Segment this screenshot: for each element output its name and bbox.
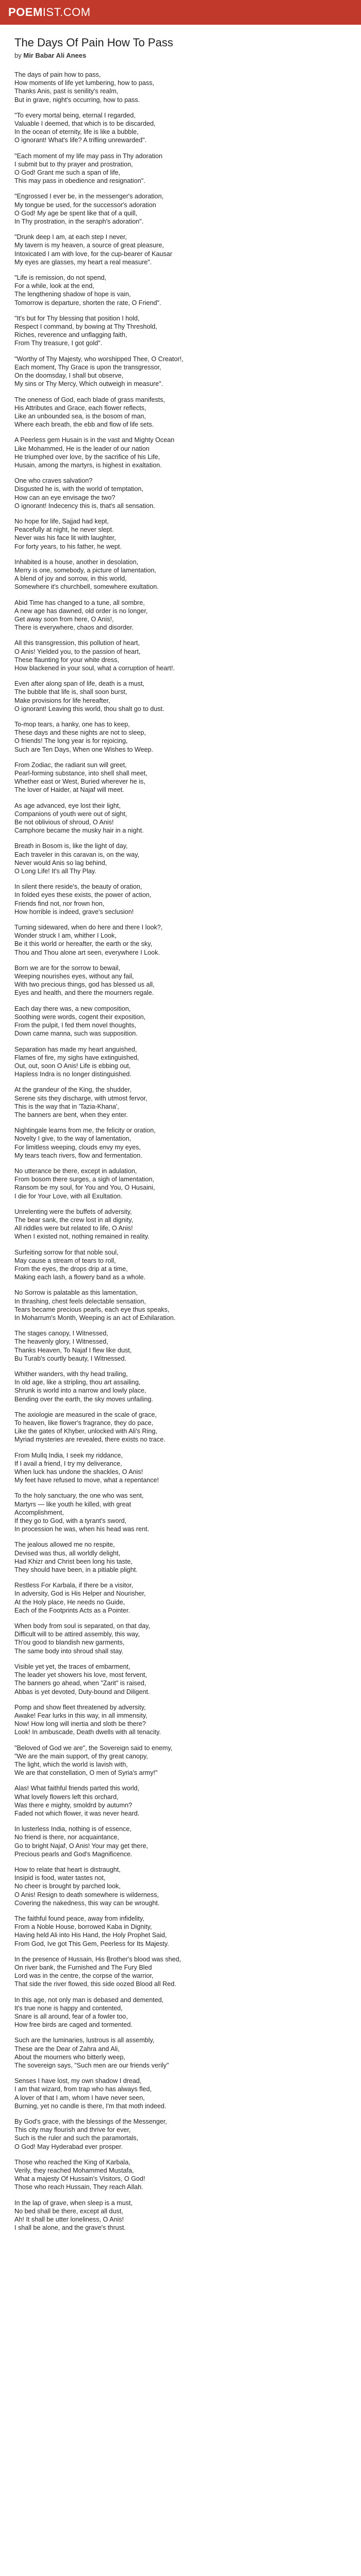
poem-line: Friends find not, nor frown hon, — [14, 900, 105, 907]
poem-line: For limitless weeping, clouds envy my eyes, — [14, 1143, 141, 1151]
poem-line: Be it this world or hereafter, the earth or the sky, — [14, 940, 153, 948]
poem-stanza — [14, 1825, 347, 1858]
poem-line: Like the gates of Khyber, unlocked with Ali's Ring, — [14, 1428, 157, 1435]
poem-stanza — [14, 680, 347, 713]
poem-line: When I existed not, nothing remained in reality. — [14, 1233, 150, 1241]
poem-line: Serene sits they discharge, with utmost fervor, — [14, 1094, 147, 1102]
poem-line: Hapless Indra is no longer distinguished. — [14, 1071, 132, 1078]
poem-line: For forty years, to his father, he wept. — [14, 543, 122, 550]
poem-line: What a majesty Of Hussain's Visitors, O God! — [14, 2175, 145, 2183]
poem-line: In the presence of Hussain, His Brother's blood was shed, — [14, 1955, 182, 1963]
poem-line: From Zodiac, the radiant sun will greet, — [14, 761, 127, 769]
poem-line: "Worthy of Thy Majesty, who worshipped Thee, O Creator!, — [14, 355, 184, 363]
poem-stanza — [14, 111, 347, 145]
poem-line: In Moharrum's Month, Weeping is an act of Exhilaration. — [14, 1314, 176, 1321]
poem-stanza — [14, 1703, 347, 1737]
poem-line: Covering the nakedness, this way can be wrought. — [14, 1899, 160, 1907]
poem-line: Turning sidewared, when do here and there I look?, — [14, 924, 163, 931]
poem-stanza — [14, 233, 347, 266]
poem-line: O God! May Hyderabad ever prosper. — [14, 2143, 123, 2150]
poem-line: Those who reach Hussain, They reach Allah. — [14, 2183, 143, 2191]
poem-line: Inhabited is a house, another in desolation, — [14, 558, 139, 566]
poem-line: May cause a stream of tears to roll, — [14, 1257, 116, 1264]
poem-line: If I avail a friend, I try my deliverance, — [14, 1460, 122, 1467]
poem-line: No friend is there, nor acquaintance, — [14, 1834, 120, 1841]
poem-line: "Beloved of God we are", the Sovereign said to enemy, — [14, 1744, 173, 1752]
poem-line: The days of pain how to pass, — [14, 71, 101, 78]
poem-line: Burning, yet no candle is there, I'm that moth indeed. — [14, 2102, 167, 2110]
poem-line: O God! Grant me such a span of life, — [14, 169, 121, 177]
poem-line: The oneness of God, each blade of grass manifests, — [14, 396, 165, 403]
poem-line: With two precious things, god has blessed us all, — [14, 981, 155, 989]
poem-stanza — [14, 314, 347, 348]
poem-line: How moments of life yet lumbering, how to pass, — [14, 79, 154, 87]
site-logo[interactable] — [8, 6, 91, 19]
poem-line: Breath in Bosom is, like the light of day, — [14, 842, 128, 850]
poem-line: In folded eyes these exists, the power of action, — [14, 891, 152, 899]
poem-line: How free birds are caged and tormented. — [14, 2021, 133, 2029]
poem-line: From the pulpit, I fed them novel thoughts, — [14, 1022, 136, 1029]
poem-stanza — [14, 1208, 347, 1241]
poem-line: Whether east or West, Buried wherever he is, — [14, 778, 145, 786]
poem-stanza — [14, 1663, 347, 1696]
poem-line: Difficult will to be attired assembly, this way, — [14, 1631, 140, 1638]
poem-line: Such are Ten Days, When one Wishes to Weep. — [14, 745, 154, 753]
poem-stanza — [14, 152, 347, 185]
poem-line: He triumphed over love, by the sacrifice of his Life, — [14, 453, 160, 461]
poem-line: Pomp and show fleet threatened by adversity, — [14, 1703, 146, 1711]
poem-line: Each traveler in this caravan is, on the way, — [14, 851, 139, 858]
poem-line: Valuable I deemed, that which is to be discarded, — [14, 120, 156, 128]
poem-line: The same body into shroud shall stay. — [14, 1647, 124, 1655]
poem-line: Tomorrow is departure, shorten the rate, O Friend". — [14, 299, 161, 307]
poem-line: O ignorant! Indecency this is, that's all sensation. — [14, 502, 155, 510]
poem-stanza — [14, 599, 347, 632]
poem-line: In the lap of grave, when sleep is a must, — [14, 2199, 133, 2207]
poem-line: O Anis! Resign to death somewhere is wilderness, — [14, 1891, 159, 1899]
poem-line: The leader yet showers his love, most fervent, — [14, 1671, 147, 1679]
poem-line: Respect I command, by bowing at Thy Threshold, — [14, 323, 157, 331]
poem-line: This may pass in obedience and resignation". — [14, 177, 145, 185]
poem-line: Thanks Heaven, To Najaf I flew like dust, — [14, 1346, 132, 1354]
poem-line: On the doomsday, I shall but observe, — [14, 372, 124, 380]
poem-line: Get away soon from here, O Anis!, — [14, 615, 114, 623]
poem-line: Never would Anis so lag behind, — [14, 859, 107, 867]
poem-line: Intoxicated I am with love, for the cup-bearer of Kausar — [14, 250, 172, 258]
poem-stanza — [14, 1289, 347, 1322]
poem-line: Wonder struck I am, whither I Look, — [14, 932, 117, 940]
poem-line: Even after along span of life, death is a must, — [14, 680, 145, 688]
poem-line: A blend of joy and sorrow, in this world, — [14, 575, 127, 583]
poem-line: Accomplishment, — [14, 1509, 64, 1516]
poem-line: Making each lash, a flowery band as a whole. — [14, 1274, 146, 1281]
poem-stanza — [14, 1005, 347, 1038]
poem-stanza — [14, 802, 347, 835]
poem-line: O ignorant! What's life? A trifling unrewarded". — [14, 137, 147, 144]
poem-line: About the mourners who bitterly weep, — [14, 2053, 125, 2061]
poem-line: Precious pearls and God's Magnificence. — [14, 1850, 133, 1858]
poem-line: How blackened in your soul, what a corruption of heart!. — [14, 664, 175, 672]
poem-line: Never was his face lit with laughter, — [14, 534, 116, 542]
poem-line: "We are the main support, of thy great canopy, — [14, 1752, 148, 1760]
poem-line: Bu Turab's courtly beauty, I Witnessed. — [14, 1354, 127, 1362]
poem-line: Restless For Karbala, if there be a visitor, — [14, 1582, 134, 1589]
poem-line: The light, which the world is lavish with, — [14, 1760, 128, 1768]
poem-stanza — [14, 192, 347, 226]
poem-line: My tongue be used, for the successor's adoration — [14, 201, 156, 209]
poem-stanza — [14, 517, 347, 551]
poem-line: The banners are bent, when they enter. — [14, 1111, 128, 1118]
poem-line: They should have been, in a pitiable plight. — [14, 1566, 138, 1574]
poem-line: Shrunk is world into a narrow and lowly place, — [14, 1387, 146, 1395]
poem-line: Weeping nourishes eyes, without any fail, — [14, 973, 134, 980]
top-bar — [0, 0, 361, 25]
poem-line: In lusterless India, nothing is of essence, — [14, 1825, 132, 1833]
poem-stanza — [14, 720, 347, 754]
poem-line: How horrible is indeed, grave's seclusion! — [14, 908, 134, 916]
poem-stanza — [14, 883, 347, 916]
poem-line: Unrelenting were the buffets of adversity, — [14, 1208, 132, 1215]
poem-line: To-mop tears, a hanky, one has to keep, — [14, 721, 130, 728]
poem-line: No cheer is brought by parched look, — [14, 1883, 121, 1890]
poem-stanza — [14, 1086, 347, 1119]
poem-line: O Long Life! It's all Thy Play. — [14, 868, 96, 875]
poem-line: If they go to God, with a tyrant's sword, — [14, 1517, 127, 1525]
poem-line: All riddles were but related to life, O Anis! — [14, 1225, 133, 1232]
poem-line: Surfeiting sorrow for that noble soul, — [14, 1248, 119, 1256]
poem-line: "Engrossed I ever be, in the messenger's adoration, — [14, 193, 163, 200]
poem-stanza — [14, 355, 347, 388]
poem-line: In silent there reside's, the beauty of oration, — [14, 883, 142, 891]
logo-main: POEM — [8, 6, 43, 19]
poem-stanza — [14, 2036, 347, 2070]
poem-body — [14, 71, 347, 2232]
poem-line: What lovely flowers left this orchard, — [14, 1793, 119, 1801]
poem-line: The heavenly glory, I Witnessed, — [14, 1338, 108, 1346]
poem-stanza — [14, 1540, 347, 1574]
poem-line: This city may flourish and thrive for ever, — [14, 2126, 131, 2134]
poem-line: Make provisions for life hereafter, — [14, 697, 110, 704]
poem-line: In Thy prostration, in the seraph's adoration". — [14, 218, 144, 226]
poem-line: "Drunk deep I am, at each step I never, — [14, 233, 127, 241]
poem-line: Such are the luminaries, lustrous is all assembly, — [14, 2037, 155, 2044]
poem-line: Having held Ali into His Hand, the Holy Prophet Said, — [14, 1931, 167, 1939]
poem-line: Martyrs — like youth he killed, with great — [14, 1500, 132, 1508]
poem-line: Tears became precious pearls, each eye thus speaks, — [14, 1306, 170, 1313]
poem-line: Disgusted he is, with the world of temptation, — [14, 485, 143, 493]
poem-stanza — [14, 1622, 347, 1655]
poem-line: The lover of Haider, at Najaf will meet. — [14, 786, 124, 794]
poem-line: Those who reached the King of Karbala, — [14, 2158, 130, 2166]
poem-line: How can an eye envisage the two? — [14, 494, 116, 501]
poem-line: From Mullq India, I seek my riddance, — [14, 1451, 123, 1459]
poem-line: My tavern is my heaven, a source of great pleasure, — [14, 242, 164, 249]
poem-stanza — [14, 558, 347, 591]
poem-line: From bosom there surges, a sigh of lamentation, — [14, 1176, 154, 1183]
poem-line: The bear sank, the crew lost in all dignity, — [14, 1216, 134, 1224]
poem-stanza — [14, 761, 347, 794]
poem-line: Each moment, Thy Grace is upon the transgressor, — [14, 363, 161, 371]
poem-stanza — [14, 1996, 347, 2029]
poem-line: Abid Time has changed to a tune, all sombre, — [14, 599, 145, 606]
poem-line: The banners go ahead, when "Zarit" is raised, — [14, 1680, 146, 1687]
poem-stanza — [14, 274, 347, 307]
poem-line: As age advanced, eye lost their light, — [14, 802, 121, 809]
poem-stanza — [14, 1955, 347, 1989]
poem-line: Lord was in the centre, the corpse of the warrior, — [14, 1972, 154, 1980]
poem-line: To the holy sanctuary, the one who was sent, — [14, 1492, 144, 1500]
poem-container — [0, 25, 361, 2232]
poem-stanza — [14, 1492, 347, 1533]
poem-stanza — [14, 1451, 347, 1485]
poem-line: On river bank, the Furnished and The Fury Bled — [14, 1963, 152, 1971]
poem-stanza — [14, 1126, 347, 1160]
poem-line: Separation has made my heart anguished, — [14, 1045, 137, 1053]
poem-line: Husain, among the martyrs, is highest in exaltation. — [14, 461, 162, 469]
poem-line: One who craves salvation? — [14, 477, 93, 485]
poem-line: I am that wizard, from trap who has always fled, — [14, 2086, 152, 2093]
poem-stanza — [14, 1167, 347, 1200]
poem-line: At the grandeur of the King, the shudder, — [14, 1086, 132, 1094]
poem-line: The axiologie are measured in the scale of grace, — [14, 1411, 157, 1418]
poem-stanza — [14, 1045, 347, 1079]
poem-line: Eyes and health, and there the mourners regale. — [14, 989, 154, 997]
poem-line: Ah! It shall be utter loneliness, O Anis! — [14, 2216, 124, 2224]
poem-line: "To every mortal being, eternal I regarded, — [14, 111, 136, 119]
poem-line: This is the way that in 'Tazia-Khana', — [14, 1103, 119, 1110]
poem-line: No Sorrow is palatable as this lamentation, — [14, 1289, 138, 1297]
poem-stanza — [14, 436, 347, 469]
poem-line: Had Khizr and Christ been long his taste, — [14, 1557, 133, 1565]
poem-stanza — [14, 1784, 347, 1818]
poem-stanza — [14, 1744, 347, 1777]
poem-line: The bubble that life is, shall soon burst, — [14, 688, 127, 696]
poem-line: When body from soul is separated, on that day, — [14, 1622, 150, 1630]
poem-stanza — [14, 842, 347, 875]
poem-line: No utterance be there, except in adulation, — [14, 1167, 137, 1175]
poem-line: Th'ou good to blandish new garments, — [14, 1639, 125, 1647]
poem-stanza — [14, 477, 347, 510]
poem-line: O God! My age be spent like that of a quill, — [14, 209, 138, 217]
poem-line: Each of the Footprints Acts as a Pointer. — [14, 1606, 130, 1614]
poem-line: For a while, look at the end, — [14, 282, 94, 290]
poem-line: From God, Ive got This Gem, Peerless for Its Majesty. — [14, 1940, 169, 1947]
poem-line: A new age has dawned, old order is no longer, — [14, 607, 148, 615]
poem-line: Abbas is yet devoted, Duty-bound and Diligent. — [14, 1688, 150, 1696]
poem-line: Out, out, soon O Anis! Life is ebbing out, — [14, 1062, 131, 1070]
poem-title: The Days Of Pain How To Pass — [14, 36, 173, 49]
poem-line: Each day there was, a new composition, — [14, 1005, 131, 1012]
poem-stanza — [14, 2077, 347, 2110]
poem-byline — [14, 52, 347, 59]
poem-line: Nightingale learns from me, the felicity or oration, — [14, 1127, 156, 1134]
poem-line: By God's grace, with the blessings of the Messenger, — [14, 2118, 167, 2126]
poem-line: Alas! What faithful friends parted this world, — [14, 1785, 140, 1792]
poem-line: From a Noble House, borrowed Kaba in Dignity, — [14, 1923, 152, 1931]
poem-line: The lengthening shadow of hope is vain, — [14, 291, 131, 298]
poem-line: In old age, like a stripling, thou art assailing, — [14, 1379, 141, 1386]
byline-prefix: by — [14, 52, 22, 59]
poem-line: O Anis! Yielded you, to the passion of heart, — [14, 648, 141, 655]
poem-line: Ransom be my soul, for You and You, O Husaini, — [14, 1184, 155, 1192]
poem-line: Look! In ambuscade, Death dwells with all tenacity. — [14, 1728, 161, 1736]
poem-line: O ignorant! Leaving this world, thou shalt go to dust. — [14, 705, 165, 713]
poem-line: I submit but to thy prayer and prostration, — [14, 160, 133, 168]
poem-line: Merry is one, somebody, a picture of lamentation, — [14, 566, 156, 574]
poem-stanza — [14, 396, 347, 429]
poem-line: Such is the ruler and such the paramortals, — [14, 2134, 139, 2142]
poem-line: Insipid is food, water tastes not, — [14, 1874, 106, 1882]
poem-line: In adversity, God is His Helper and Nourisher, — [14, 1590, 146, 1598]
poem-line: Where each breath, the ebb and flow of life sets. — [14, 421, 154, 429]
poem-line: Senses I have lost, my own shadow I dread, — [14, 2077, 142, 2085]
poem-line: These are the Dear of Zahra and Ali, — [14, 2045, 120, 2053]
poem-line: The faithful found peace, away from infidelity, — [14, 1914, 144, 1922]
poem-line: In thrashing, chest feels delectable sensation, — [14, 1297, 146, 1305]
poem-line: But in grave, night's occurring, how to pass. — [14, 96, 140, 104]
poem-line: My eyes are glasses, my heart a real measure". — [14, 258, 152, 266]
poem-line: A Peerless gem Husain is in the vast and Mighty Ocean — [14, 436, 175, 444]
poem-stanza — [14, 1581, 347, 1615]
logo-accent: IST.COM — [42, 6, 91, 19]
poem-line: Snare is all around, fear of a fowler too, — [14, 2013, 128, 2020]
poem-line: Go to bright Najaf, O Anis! Your may get there, — [14, 1842, 149, 1850]
poem-line: Companions of youth were out of sight, — [14, 810, 127, 818]
poem-line: It's true none is happy and contented, — [14, 2004, 123, 2012]
poem-stanza — [14, 1370, 347, 1403]
poem-line: Camphore became the musky hair in a night. — [14, 827, 144, 835]
poem-line: Thou and Thou alone art seen, everywhere I Look. — [14, 948, 160, 956]
poem-line: From Thy treasure, I got gold". — [14, 340, 103, 347]
poem-line: Verily, they reached Mohammed Mustafa, — [14, 2167, 134, 2175]
poem-line: Now! How long will inertia and sloth be there? — [14, 1720, 146, 1728]
poem-line: No hope for life, Sajjad had kept, — [14, 517, 109, 525]
poem-line: We are that constellation, O men of Syria's army!" — [14, 1769, 158, 1777]
poem-line: Flames of fire, my sighs have extinguished, — [14, 1054, 139, 1061]
poem-line: My feet have refused to move, what a repentance! — [14, 1477, 159, 1484]
poem-line: Thanks Anis, past is senility's realm, — [14, 88, 119, 95]
poem-stanza — [14, 2158, 347, 2192]
poem-line: His Attributes and Grace, each flower reflects, — [14, 404, 146, 412]
poem-line: Bending over the earth, the sky moves unfailing. — [14, 1395, 153, 1403]
poem-stanza — [14, 1329, 347, 1363]
poem-stanza — [14, 639, 347, 672]
poem-stanza — [14, 71, 347, 104]
poem-line: Like an unbounded sea, is the bosom of man, — [14, 412, 146, 420]
poem-line: My sins or Thy Mercy, Which outweigh in measure". — [14, 380, 163, 388]
poem-stanza — [14, 1866, 347, 1907]
poem-line: That side the river flowed, this side oozed Blood all Red. — [14, 1980, 176, 1988]
poem-line: My tears teach rivers, flow and fermentation. — [14, 1151, 142, 1159]
poem-line: In the ocean of eternity, life is like a bubble, — [14, 128, 139, 136]
poem-line: In this age, not only man is debased and demented, — [14, 1996, 164, 2004]
poem-line: Like Mohammed, He is the leader of our nation — [14, 445, 150, 452]
poem-line: In procession he was, when his head was rent. — [14, 1526, 150, 1533]
poem-line: From the eyes, the drops drip at a time, — [14, 1265, 128, 1273]
poem-line: A lover of that I am, whom I have never seen, — [14, 2094, 145, 2102]
poem-line: "Each moment of my life may pass in Thy adoration — [14, 152, 163, 160]
poem-line: Devised was thus, all worldly delight, — [14, 1549, 121, 1557]
poem-line: Whither wanders, with thy head trailing, — [14, 1370, 128, 1378]
poem-line: To heaven, like flower's fragrance, they do pace, — [14, 1419, 154, 1427]
poem-line: Myriad mysteries are revealed, there exists no trace. — [14, 1436, 166, 1444]
poem-line: The stages canopy, I Witnessed, — [14, 1330, 108, 1337]
poem-line: All this transgression, this pollution of heart, — [14, 639, 140, 647]
poem-line: Visible yet yet, the traces of embarment, — [14, 1663, 130, 1670]
poem-line: How to relate that heart is distraught, — [14, 1866, 121, 1873]
poem-line: Was there e mighty, smoldrd by autumn? — [14, 1801, 133, 1809]
poem-line: I die for Your Love, with all Exultation. — [14, 1192, 123, 1200]
poem-line: Down came manna, such was supposition. — [14, 1030, 138, 1038]
poem-line: There is everywhere, chaos and disorder. — [14, 624, 134, 632]
poem-line: Somewhere it's churchbell, somewhere exultation. — [14, 583, 159, 591]
poem-line: Awake! Fear lurks in this way, in all immensity, — [14, 1711, 147, 1719]
poem-line: "Life is remission, do not spend, — [14, 274, 107, 282]
poem-line: Riches, reverence and unflagging faith, — [14, 331, 127, 339]
poem-line: No bed shall be there, except all dust, — [14, 2207, 123, 2215]
poem-line: Pearl-forming substance, into shell shall meet, — [14, 770, 147, 777]
poem-stanza — [14, 2199, 347, 2232]
poem-line: O friends! The long year is for rejoicing, — [14, 737, 128, 745]
poem-line: When luck has undone the shackles, O Anis! — [14, 1468, 143, 1476]
poem-line: Peacefully at night, he never slept. — [14, 526, 114, 534]
poem-line: Novelty I give, to the way of lamentation, — [14, 1135, 132, 1143]
poem-stanza — [14, 923, 347, 957]
poem-line: The jealous allowed me no respite, — [14, 1541, 115, 1549]
poem-stanza — [14, 1914, 347, 1948]
poem-line: I shall be alone, and the grave's thrust. — [14, 2224, 126, 2232]
poem-line: At the Holy place, He needs no Guide, — [14, 1598, 125, 1606]
poem-stanza — [14, 1248, 347, 1282]
poet-name[interactable]: Mir Babar Ali Anees — [23, 52, 87, 59]
poem-line: These flaunting for your white dress, — [14, 656, 120, 664]
poem-line: Soothing were words, cogent their exposition, — [14, 1013, 146, 1021]
poem-stanza — [14, 1411, 347, 1444]
poem-stanza — [14, 964, 347, 997]
poem-line: The sovereign says, "Such men are our friends verily" — [14, 2062, 169, 2070]
poem-line: These days and these nights are not to sleep, — [14, 729, 146, 737]
poem-line: Faded not which flower, it was never heard. — [14, 1809, 140, 1817]
poem-line: Born we are for the sorrow to bewail, — [14, 964, 121, 972]
poem-line: Be not oblivious of shroud, O Anis! — [14, 819, 114, 826]
poem-stanza — [14, 2117, 347, 2151]
poem-line: "It's but for Thy blessing that position I hold, — [14, 314, 140, 322]
